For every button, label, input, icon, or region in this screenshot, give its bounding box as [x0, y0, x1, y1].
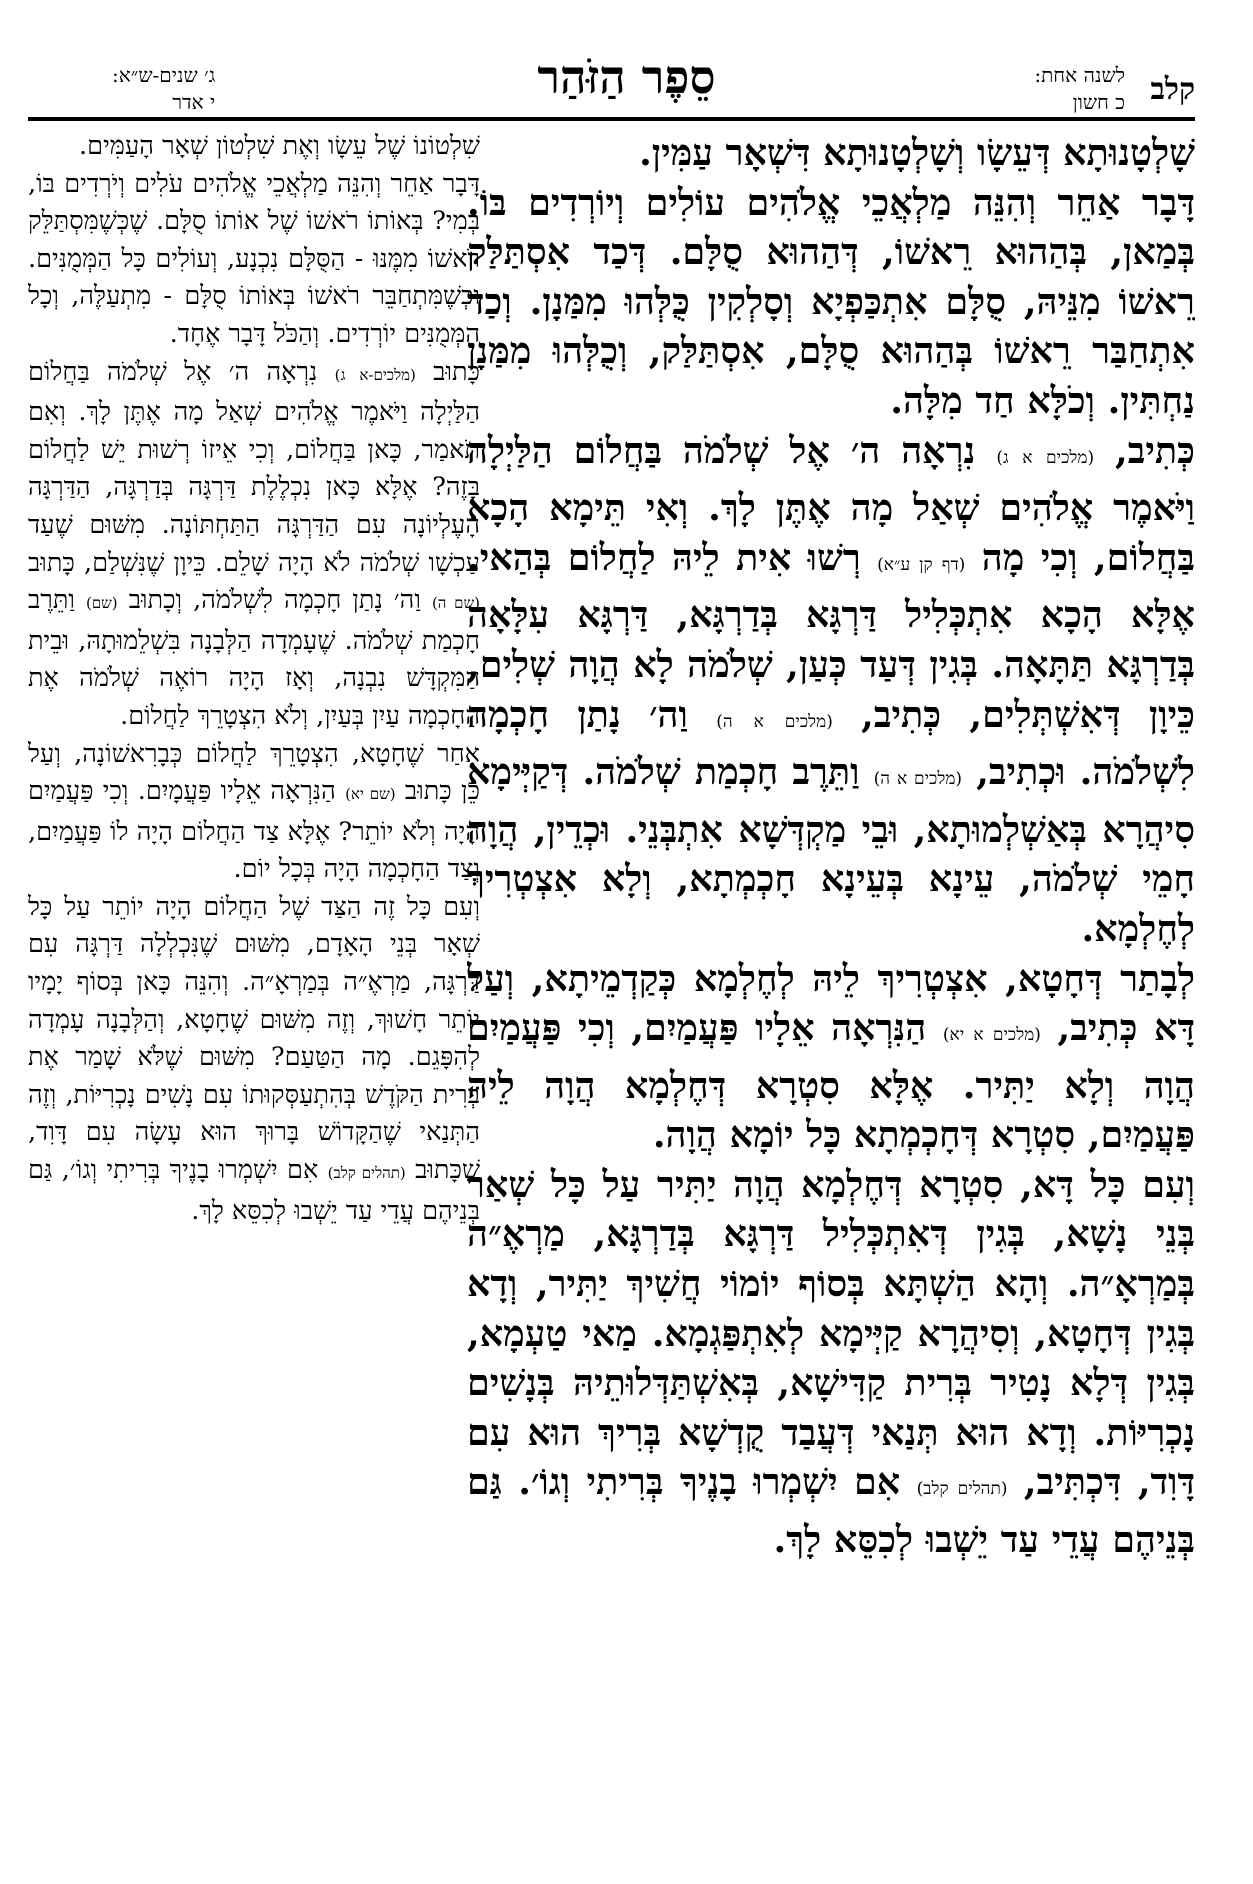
- header-date-one-year: כ חשון: [1072, 90, 1125, 114]
- side-p4-text-b: הַנִּרְאָה אֵלָיו פַּעֲמָיִם. וְכִי פַּעֲמַיִם הָיָה וְלֹא יוֹתֵר? אֶלָּא צַד הַחֲלוֹם הָיָה לוֹ פַּעֲמַיִם, וְצַד הַחָכְמָה הָיָה בְּכָל יוֹם.: [28, 776, 480, 885]
- side-p3-text-a: כָּתוּב: [433, 356, 480, 387]
- verse-reference: (מלכים א ה): [873, 769, 963, 790]
- side-paragraph-3: [28, 354, 480, 736]
- header-divider-side: [28, 117, 478, 121]
- main-p3-text-a: כְּתִיב,: [1115, 428, 1195, 472]
- main-p3-text-d: וַה׳ נָתַן חָכְמָה לִשְׁלֹמֹה. וּכְתִיב,: [467, 692, 1195, 794]
- verse-reference: (תהלים קלב): [327, 1164, 406, 1183]
- main-p5-text-a: וְעִם כָּל דָּא, סִטְרָא דְּחֶלְמָא הֲוָה יַתִּיר עַל כָּל שְׁאַר בְּנֵי נָשָׁא, בְּגִין דְּאִתְכְּלִיל דַּרְגָּא בְּדַרְגָּא, מַרְאֶ״ה בְּמַרְאָ״ה. וְהָא הַשְׁתָּא בְּסוֹף יוֹמוֹי חֲשִׁיךְ יַתִּיר, וְדָא בְּגִין דְּחָטָא, וְסִיהֲרָא קַיְּימָא לְאִתְפַּגְמָא. מַאי טַעְמָא, בְּגִין דְּלָא נָטִיר בְּרִית קַדִּישָׁא, בְּאִשְׁתַּדְּלוּתֵיהּ בְּנָשִׁים נָכְרִיּוֹת. וְדָא הוּא תְּנַאי דְּעֲבַד קֻדְשָׁא בְּרִיךְ הוּא עִם דָּוִד, דִּכְתִּיב,: [467, 1162, 1195, 1504]
- main-p3-text-b: נִרְאָה ה׳ אֶל שְׁלֹמֹה בַּחֲלוֹם הַלַּיְלָה וַיֹּאמֶר אֱלֹהִים שְׁאַל מָה אֶתֶּן לָךְ. וְאִי תֵּימָא הָכָא בַּחֲלוֹם, וְכִי מָה: [467, 428, 1195, 579]
- page-header: [0, 0, 1253, 114]
- verse-reference: (תהלים קלב): [916, 1479, 1008, 1500]
- side-p3-text-d: וַתֵּרֶב חָכְמַת שְׁלֹמֹה. שֶׁעָמְדָה הַלְּבָנָה בִּשְׁלֵמוּתָהּ, וּבֵית הַמִּקְדָּשׁ נִבְנָה, וְאָז הָיָה רוֹאֶה שְׁלֹמֹה אֶת הַחָכְמָה עַיִן בְּעַיִן, וְלֹא הִצְטָרֵךְ לַחֲלוֹם.: [28, 585, 480, 731]
- verse-reference: (מלכים א יא): [942, 1025, 1041, 1046]
- main-p4-text-b: הַנִּרְאָה אֵלָיו פַּעֲמַיִם, וְכִי פַּעֲמַיִם הֲוָה וְלָא יַתִּיר. אֶלָּא סִטְרָא דְּחֶלְמָא הֲוָה לֵיהּ פַּעֲמַיִם, סִטְרָא דְּחָכְמְתָא כָּל יוֹמָא הֲוָה.: [467, 1006, 1195, 1157]
- main-paragraph-1: שָׁלְטָנוּתָא דְּעֵשָׂו וְשָׁלְטָנוּתָא דִּשְׁאָר עַמִּין.: [639, 131, 1195, 174]
- header-study-plan-three-years: ג׳ שנים-ש״א:: [112, 63, 216, 87]
- main-p3-text-c: רְשׁוּ אִית לֵיהּ לַחֲלוֹם בְּהַאי. אֶלָּא הָכָא אִתְכְּלִיל דַּרְגָּא בְּדַרְגָּא, דַּרְגָּא עִלָּאָה בְּדַרְגָּא תַּתָּאָה. בְּגִין דְּעַד כְּעַן, שְׁלֹמֹה לָא הֲוָה שְׁלִים, כֵּיוָן דְּאִשְׁתְּלִים, כְּתִיב,: [467, 535, 1195, 736]
- verse-reference: (מלכים-א ג): [334, 365, 416, 384]
- folio-reference: (דף קן ע״א): [877, 554, 966, 575]
- side-p3-text-b: נִרְאָה ה׳ אֶל שְׁלֹמֹה בַּחֲלוֹם הַלַּיְלָה וַיֹּאמֶר אֱלֹהִים שְׁאַל מָה אֶתֶּן לָךְ. וְאִם תֹּאמַר, כָּאן בַּחֲלוֹם, וְכִי אֵיזוֹ רְשׁוּת יֵשׁ לַחֲלוֹם בָּזֶה? אֶלָּא כָּאן נִכְלֶלֶת דַּרְגָּה בְּדַרְגָּה, הַדַּרְגָּה הָעֶלְיוֹנָה עִם הַדַּרְגָּה הַתַּחְתּוֹנָה. מִשּׁוּם שֶׁעַד עַכְשָׁו שְׁלֹמֹה לֹא הָיָה שָׁלֵם. כֵּיוָן שֶׁנִּשְׁלַם, כָּתוּב: [28, 356, 480, 578]
- side-p5-text-b: אִם יִשְׁמְרוּ בָנֶיךָ בְּרִיתִי וְגוֹ׳, גַּם בְּנֵיהֶם עֲדֵי עַד יֵשְׁבוּ לְכִסֵּא לָךְ.: [28, 1155, 480, 1226]
- main-paragraph-5: [467, 1160, 1195, 1565]
- side-paragraph-4: [28, 736, 480, 889]
- main-p4-text-a: לְבָתַר דְּחָטָא, אִצְטְרִיךְ לֵיהּ לְחֶלְמָא כְּקַדְמֵיתָא, וְעַל דָּא כְּתִיב,: [467, 956, 1195, 1050]
- hebrew-translation-column: [28, 128, 480, 1868]
- side-p5-text-a: וְעִם כָּל זֶה הַצַּד שֶׁל הַחֲלוֹם הָיָה יוֹתֵר עַל כָּל שְׁאָר בְּנֵי הָאָדָם, מִשּׁוּם שֶׁנִּכְלְלָה דַּרְגָּה עִם דַּרְגָּה, מַרְאֶ״ה בְּמַרְאָ״ה. וְהִנֵּה כָּאן בְּסוֹף יָמָיו יוֹתֵר חָשׁוּךְ, וְזֶה מִשּׁוּם שֶׁחָטָא, וְהַלְּבָנָה עָמְדָה לְהִפָּגֵם. מָה הַטַּעַם? מִשּׁוּם שֶׁלֹּא שָׁמַר אֶת בְּרִית הַקֹּדֶשׁ בְּהִתְעַסְּקוּתוֹ עִם נָשִׁים נָכְרִיּוֹת, וְזֶה הַתְּנַאי שֶׁהַקָּדוֹשׁ בָּרוּךְ הוּא עָשָׂה עִם דָּוִד, שֶׁכָּתוּב: [28, 891, 480, 1186]
- verse-reference: (מלכים א ג): [996, 447, 1095, 468]
- header-date-three-years: י אדר: [172, 90, 216, 114]
- header-study-plan-one-year: לשנה אחת:: [1034, 63, 1125, 87]
- header-left-info: [112, 62, 215, 116]
- main-p5-text-b: אִם יִשְׁמְרוּ בָנֶיךָ בְּרִיתִי וְגוֹ׳. גַּם בְּנֵיהֶם עֲדֵי עַד יֵשְׁבוּ לְכִסֵּא לָךְ.: [467, 1460, 1195, 1562]
- header-divider-main: [465, 117, 1195, 121]
- verse-reference: (שם ה): [431, 594, 480, 613]
- side-p4-text-a: אַחַר שֶׁחָטָא, הִצְטָרֵךְ לַחֲלוֹם כְּבָרִאשׁוֹנָה, וְעַל כֵּן כָּתוּב: [28, 738, 480, 807]
- verse-reference: (שם יא): [345, 785, 396, 804]
- verse-reference: (מלכים א ה): [716, 711, 833, 732]
- page-number: קלב: [1150, 72, 1195, 107]
- side-paragraph-1: שִׁלְטוֹנוֹ שֶׁל עֵשָׂו וְאֶת שִׁלְטוֹן שְׁאָר הָעַמִּים.: [79, 131, 480, 161]
- main-p3-text-e: וַתֵּרֶב חָכְמַת שְׁלֹמֹה. דְּקַיְּימָא סִיהֲרָא בְּאַשְׁלְמוּתָא, וּבֵי מַקְדְּשָׁא אִתְבְּנֵי. וּכְדֵין, הֲוָה חָמֵי שְׁלֹמֹה, עֵינָא בְּעֵינָא חָכְמְתָא, וְלָא אִצְטְרִיךְ לְחֶלְמָא.: [467, 750, 1195, 950]
- main-paragraph-2: דָּבָר אַחֵר וְהִנֵּה מַלְאֲכֵי אֱלֹהִים עוֹלִים וְיוֹרְדִים בּוֹ. בְּמַאן, בְּהַהוּא רֵאשׁוֹ, דְּהַהוּא סֻלָּם. דְּכַד אִסְתַּלַּק רֵאשׁוֹ מִנֵּיהּ, סֻלָּם אִתְכַּפְיָא וְסָלְקִין כֻּלְּהוּ מִמַּנָן. וְכַד אִתְחַבַּר רֵאשׁוֹ בְּהַהוּא סֻלָּם, אִסְתַּלַּק, וְכֻלְּהוּ מִמַּנָן נַחְתִּין. וְכֹלָּא חַד מִלָּה.: [467, 180, 1195, 422]
- side-paragraph-2: דָּבָר אַחֵר וְהִנֵּה מַלְאֲכֵי אֱלֹהִים עֹלִים וְיֹרְדִים בּוֹ, בְּמִי? בְּאוֹתוֹ רֹאשׁוֹ שֶׁל אוֹתוֹ סֻלָּם. שֶׁכְּשֶׁמִּסְתַּלֵּק רֹאשׁוֹ מִמֶּנּוּ - הַסֻּלָּם נִכְנָע, וְעוֹלִים כָּל הַמְּמֻנִּים. וּכְשֶׁמִּתְחַבֵּר רֹאשׁוֹ בְּאוֹתוֹ סֻלָּם - מִתְעַלֶּה, וְכָל הַמְּמֻנִּים יוֹרְדִים. וְהַכֹּל דָּבָר אֶחָד.: [28, 168, 480, 349]
- main-paragraph-3: [467, 426, 1195, 954]
- side-p3-text-c: וַה׳ נָתַן חָכְמָה לִשְׁלֹמֹה, וְכָתוּב: [128, 585, 421, 616]
- aramaic-text-column: [467, 128, 1195, 1868]
- side-paragraph-5: [28, 889, 480, 1230]
- verse-reference: (שם): [85, 594, 118, 613]
- book-title: סֵפֶר הַזֹּהַר: [537, 50, 716, 104]
- main-paragraph-4: [467, 954, 1195, 1160]
